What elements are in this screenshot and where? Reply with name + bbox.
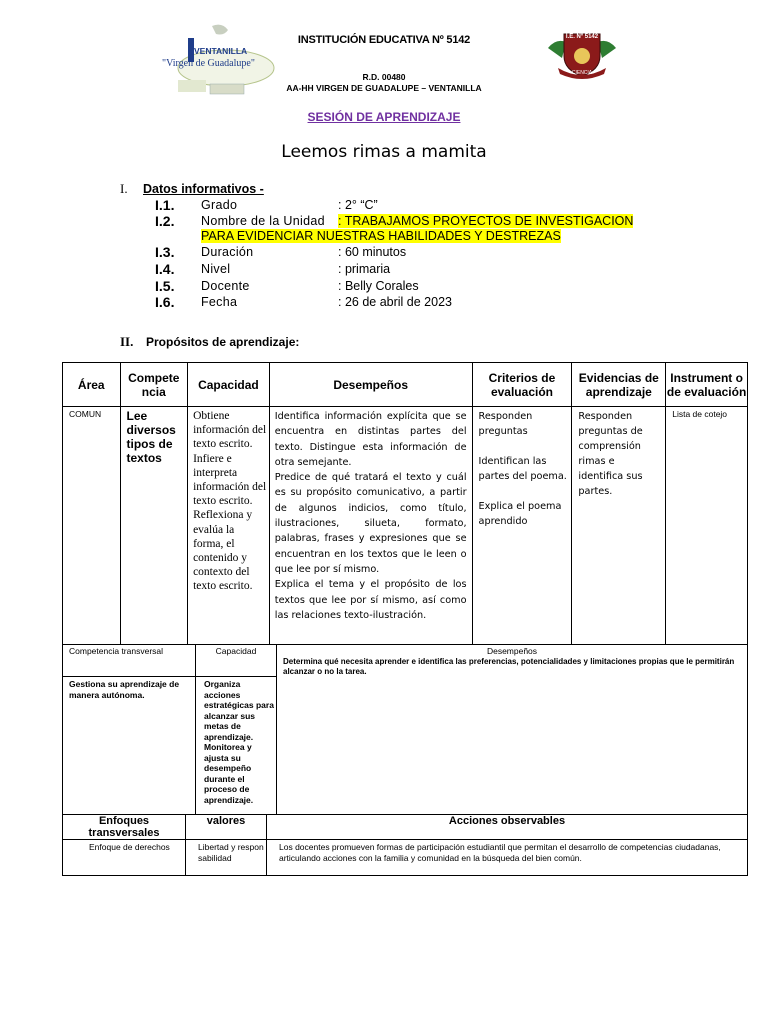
cell-evidencias: Responden preguntas de comprensión rimas e identifica sus partes. — [572, 407, 666, 645]
row-number: I.1. — [155, 197, 175, 213]
resolution-number: R.D. 00480 — [362, 72, 406, 82]
criterio-item: Identifican las partes del poema. — [478, 456, 567, 482]
criterio-item: Explica el poema aprendido — [478, 501, 562, 527]
cell-capacidad: Obtiene información del texto escrito. Infiere e interpreta información del texto escrito. Reflexiona y evalúa la forma, el contenido y contexto del texto escrito. — [188, 407, 270, 645]
cell-capacidad: Organiza acciones estratégicas para alcanzar sus metas de aprendizaje. Monitorea y ajusta su desempeño durante el proceso de aprendizaje. — [196, 677, 277, 815]
section-2-numeral: II. — [120, 334, 134, 349]
section-1-title: Datos informativos - — [143, 182, 264, 196]
row-number: I.2. — [155, 213, 175, 229]
section-1-numeral: I. — [120, 181, 128, 196]
cell-valores: Libertad y responsabilidad — [186, 840, 267, 876]
header-evidencias: Evidencias de aprendizaje — [572, 363, 666, 407]
row-value: : 2° “C” — [338, 198, 378, 212]
propositos-table — [62, 362, 748, 645]
cell-criterios — [472, 407, 572, 645]
cell-area: COMUN — [63, 407, 121, 645]
header-area: Área — [63, 363, 121, 407]
cell-acciones: Los docentes promueven formas de participación estudiantil que permitan el desarrollo de competencias ciudadanas, articulando acciones con la familia y comunidad en la búsqueda del bien común. — [267, 840, 748, 876]
cell-enfoque: Enfoque de derechos — [63, 840, 186, 876]
desempeno-item: Explica el tema y el propósito de los textos que lee por sí mismo, así como las relaciones texto-ilustración. — [274, 579, 467, 621]
header-criterios: Criterios de evaluación — [472, 363, 572, 407]
session-type: SESIÓN DE APRENDIZAJE — [307, 110, 461, 124]
table-row — [63, 645, 748, 677]
table-header-row — [63, 815, 748, 840]
row-key: Nivel — [201, 262, 231, 276]
header-desempenos: Desempeños — [269, 363, 472, 407]
institution-address: AA-HH VIRGEN DE GUADALUPE – VENTANILLA — [286, 83, 482, 93]
section-2-title: Propósitos de aprendizaje: — [146, 335, 300, 349]
row-number: I.4. — [155, 261, 175, 277]
cell-desempenos — [277, 645, 748, 815]
desempeno-item: Predice de qué tratará el texto y cuál es su propósito comunicativo, a partir de algunos indicios, como título, ilustraciones, silueta, formato, palabras, frases y expresiones que se encuentran en los textos que le leen o que lee por sí mismo. — [274, 472, 467, 575]
session-title: Leemos rimas a mamita — [281, 142, 487, 162]
logo-left-name: VENTANILLA — [194, 46, 248, 56]
header-desempenos: Desempeños — [486, 646, 538, 656]
cell-desempenos — [269, 407, 472, 645]
row-value: : Belly Corales — [338, 279, 419, 293]
row-key: Duración — [201, 245, 254, 259]
row-value-continued: PARA EVIDENCIAR NUESTRAS HABILIDADES Y DESTREZAS — [201, 229, 561, 243]
row-value: : 26 de abril de 2023 — [338, 295, 452, 309]
criterio-item: Responden preguntas — [478, 411, 533, 437]
row-key: Nombre de la Unidad — [201, 214, 325, 228]
logo-left-motto: "Virgen de Guadalupe" — [162, 58, 255, 69]
cell-competencia: Lee diversos tipos de textos — [120, 407, 188, 645]
header-instrumento: Instrument o de evaluación — [666, 363, 748, 407]
enfoques-table — [62, 814, 748, 876]
row-number: I.5. — [155, 278, 175, 294]
row-value: : 60 minutos — [338, 245, 407, 259]
desempeno-text: Determina qué necesita aprender e identifica las preferencias, potencialidades y limitaciones propias que le permitirán alcanzar o no la tarea. — [283, 656, 735, 676]
row-key: Grado — [201, 198, 238, 212]
cell-competencia: Gestiona su aprendizaje de manera autónoma. — [63, 677, 196, 815]
logo-right-label: I.E. Nº 5142 — [565, 34, 599, 40]
cell-instrumento: Lista de cotejo — [666, 407, 748, 645]
row-key: Docente — [201, 279, 250, 293]
header-acciones: Acciones observables — [267, 815, 748, 840]
table-row — [63, 407, 748, 645]
header-enfoques: Enfoques transversales — [63, 815, 186, 840]
row-number: I.3. — [155, 244, 175, 260]
header-capacidad: Capacidad — [196, 645, 277, 677]
desempeno-item: Identifica información explícita que se encuentra en distintas partes del texto. Distingue esta información de otra semejante. — [274, 411, 467, 468]
row-value: : TRABAJAMOS PROYECTOS DE INVESTIGACION — [338, 214, 634, 228]
header-competencia: Compete ncia — [120, 363, 188, 407]
row-value: : primaria — [338, 262, 391, 276]
header-competencia-transversal: Competencia transversal — [63, 645, 196, 677]
row-key: Fecha — [201, 295, 238, 309]
header-valores: valores — [186, 815, 267, 840]
row-number: I.6. — [155, 294, 175, 310]
header-capacidad: Capacidad — [188, 363, 270, 407]
table-header-row — [63, 363, 748, 407]
table-row — [63, 840, 748, 876]
institution-name: INSTITUCIÓN EDUCATIVA Nº 5142 — [297, 34, 471, 46]
logo-right-ribbon: CIENCIA — [571, 70, 593, 76]
competencia-transversal-table — [62, 644, 748, 815]
